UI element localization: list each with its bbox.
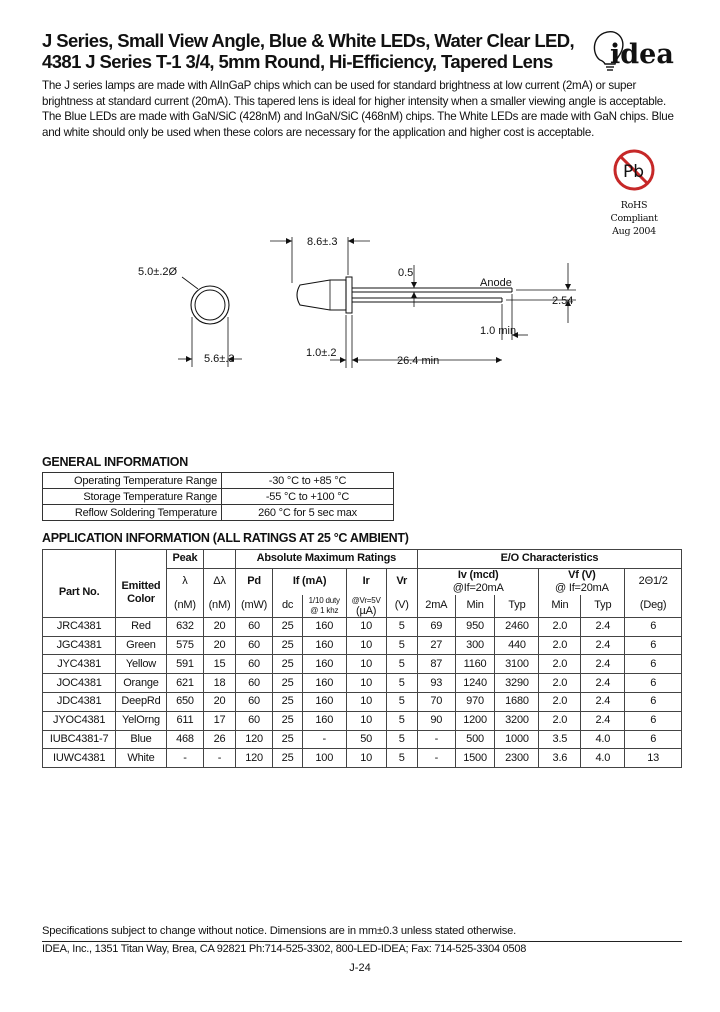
table-cell: 1200 (455, 711, 495, 730)
table-cell: 60 (235, 655, 273, 674)
page-title-line1: J Series, Small View Angle, Blue & White LEDs, Water Clear LED, (42, 30, 575, 51)
diameter-leader (182, 277, 198, 289)
header-iv-label: Iv (mcd) (457, 568, 499, 581)
table-cell: 1240 (455, 674, 495, 693)
table-cell: 3100 (495, 655, 539, 674)
arrow-head (340, 357, 346, 363)
header-ir: Ir (346, 568, 386, 595)
header-lambda: λ (166, 568, 204, 595)
unit-cell: (V) (386, 595, 417, 618)
table-cell: 2.4 (581, 655, 625, 674)
table-row (43, 473, 394, 489)
table-cell: 300 (455, 636, 495, 655)
table-cell: 2.4 (581, 617, 625, 636)
table-cell: -55 °C to +100 °C (222, 489, 394, 505)
arrow-head (186, 356, 192, 362)
footnote: Specifications subject to change without notice. Dimensions are in mm±0.3 unless stated otherwise. (42, 925, 517, 937)
application-info-heading: APPLICATION INFORMATION (ALL RATINGS AT 25 °C AMBIENT) (42, 531, 409, 545)
arrow-head (496, 357, 502, 363)
table-cell: 3200 (495, 711, 539, 730)
table-cell: 10 (346, 636, 386, 655)
intro-paragraph: The J series lamps are made with AlInGaP chips which can be used for standard brightness at low current (2mA) or super brightness at standard current (20mA). This tapered lens is ideal for higher intensity when a smaller viewing angle is acceptable. The Blue LEDs are made with GaN/SiC (428nM) and InGaN/SiC (468nM) chips. The White LEDs are made with GaN chips. Blue and white should only be used when these colors are necessary for the application and higher cost is acceptable. (42, 79, 674, 139)
table-row (43, 692, 682, 711)
table-cell: - (204, 749, 235, 768)
rohs-compliant-text: RoHS Compliant (610, 200, 658, 224)
table-cell: 50 (346, 730, 386, 749)
header-vf (539, 568, 625, 595)
unit-vr-cond: @Vr=5V (351, 595, 381, 605)
unit-ua: (µA) (356, 604, 377, 617)
header-absolute-max: Absolute Maximum Ratings (235, 550, 417, 569)
unit-cell: (nM) (166, 595, 204, 618)
dim-diameter: 5.0±.2Ø (138, 266, 178, 278)
table-cell: 6 (625, 655, 682, 674)
table-cell: 575 (166, 636, 204, 655)
table-cell: 25 (273, 617, 302, 636)
part-number-cell: JRC4381 (56, 620, 102, 633)
arrow-head (411, 292, 417, 298)
header-emitted: Emitted (121, 579, 161, 592)
table-cell: Operating Temperature Range (43, 473, 222, 489)
table-cell: 90 (417, 711, 455, 730)
table-cell (43, 550, 116, 569)
table-cell: 6 (625, 674, 682, 693)
header-iv (417, 568, 538, 595)
table-cell: 27 (417, 636, 455, 655)
unit-cell: (nM) (204, 595, 235, 618)
header-vr: Vr (386, 568, 417, 595)
arrow-head (565, 284, 571, 290)
unit-cell (302, 595, 346, 618)
table-cell: 650 (166, 692, 204, 711)
pb-symbol: Pb (623, 162, 645, 182)
dim-lead-length: 26.4 min (397, 355, 440, 367)
table-cell: 500 (455, 730, 495, 749)
table-cell: 25 (273, 636, 302, 655)
table-cell: 6 (625, 636, 682, 655)
table-cell: Orange (116, 674, 166, 693)
table-cell: YelOrng (116, 711, 166, 730)
led-side-view (297, 280, 346, 310)
table-cell: - (166, 749, 204, 768)
header-peak: Peak (166, 550, 204, 569)
table-cell: 3.6 (539, 749, 581, 768)
table-cell: 60 (235, 711, 273, 730)
table-cell: Blue (116, 730, 166, 749)
table-cell: 160 (302, 636, 346, 655)
unit-cell (346, 595, 386, 618)
table-cell: 2.0 (539, 692, 581, 711)
table-cell: 60 (235, 617, 273, 636)
part-number-cell: JYC4381 (57, 657, 102, 670)
part-number-cell: JYOC4381 (53, 714, 106, 727)
table-cell: 621 (166, 674, 204, 693)
header-pd: Pd (235, 568, 273, 595)
table-cell: 25 (273, 711, 302, 730)
header-emitted-color (116, 568, 166, 617)
table-cell: 260 °C for 5 sec max (222, 505, 394, 521)
table-header-row (43, 568, 682, 595)
table-cell: 160 (302, 692, 346, 711)
table-cell: 4.0 (581, 749, 625, 768)
table-row (43, 505, 394, 521)
unit-duty: 1/10 duty (308, 595, 340, 605)
rohs-date: Aug 2004 (612, 226, 656, 237)
general-info-heading: GENERAL INFORMATION (42, 455, 188, 469)
unit-cell: Typ (495, 595, 539, 618)
table-cell: 2.0 (539, 617, 581, 636)
unit-cell: (Deg) (625, 595, 682, 618)
anode-label: Anode (480, 277, 512, 289)
header-delta-lambda: Δλ (204, 568, 235, 595)
table-cell: 60 (235, 636, 273, 655)
arrow-head (348, 238, 354, 244)
table-cell: 10 (346, 655, 386, 674)
table-cell: 5 (386, 730, 417, 749)
table-cell: 160 (302, 711, 346, 730)
dim-lead-width: 0.5 (398, 267, 414, 279)
table-cell: 60 (235, 692, 273, 711)
table-cell: 2.0 (539, 674, 581, 693)
table-cell: 468 (166, 730, 204, 749)
header-part-no: Part No. (58, 586, 100, 599)
table-cell: Storage Temperature Range (43, 489, 222, 505)
arrow-head (411, 282, 417, 288)
table-cell: 2300 (495, 749, 539, 768)
application-info-table (42, 549, 682, 768)
table-cell: 2.4 (581, 674, 625, 693)
table-cell: 632 (166, 617, 204, 636)
table-cell: DeepRd (116, 692, 166, 711)
table-cell: 2.0 (539, 636, 581, 655)
led-flange (346, 277, 352, 313)
arrow-head (352, 357, 358, 363)
dim-length: 8.6±.3 (307, 236, 338, 248)
table-cell: 5 (386, 655, 417, 674)
dim-flange: 5.6±.3 (204, 353, 235, 365)
idea-logo (592, 30, 682, 80)
table-cell: 1500 (455, 749, 495, 768)
table-cell: Reflow Soldering Temperature (43, 505, 222, 521)
table-cell: 2460 (495, 617, 539, 636)
table-cell: -30 °C to +85 °C (222, 473, 394, 489)
table-cell: 6 (625, 730, 682, 749)
header-theta: 2Θ1/2 (625, 568, 682, 595)
table-cell: 25 (273, 730, 302, 749)
unit-cell: Typ (581, 595, 625, 618)
table-cell: 17 (204, 711, 235, 730)
lightbulb-icon (592, 30, 682, 80)
table-cell: - (417, 749, 455, 768)
table-row (43, 730, 682, 749)
table-cell: 2.0 (539, 655, 581, 674)
table-row (43, 636, 682, 655)
table-cell: 5 (386, 692, 417, 711)
led-front-view (191, 286, 229, 324)
part-number-cell: JOC4381 (56, 676, 102, 689)
application-table-body (43, 617, 682, 767)
unit-cell: 2mA (417, 595, 455, 618)
table-row (43, 655, 682, 674)
table-cell: 1000 (495, 730, 539, 749)
table-cell: 93 (417, 674, 455, 693)
table-cell: 5 (386, 674, 417, 693)
table-cell: 3.5 (539, 730, 581, 749)
unit-cell: dc (273, 595, 302, 618)
table-cell: 2.4 (581, 711, 625, 730)
table-cell: 3290 (495, 674, 539, 693)
header-vf-label: Vf (V) (568, 568, 596, 581)
unit-cell: Min (539, 595, 581, 618)
part-number-cell: IUWC4381 (53, 751, 106, 764)
unit-cell: (mW) (235, 595, 273, 618)
table-cell: 4.0 (581, 730, 625, 749)
table-cell: 950 (455, 617, 495, 636)
led-dimension-drawing (130, 225, 590, 375)
table-cell: 60 (235, 674, 273, 693)
table-cell (116, 550, 166, 569)
table-cell: 26 (204, 730, 235, 749)
general-info-table (42, 472, 394, 521)
header-if: If (mA) (273, 568, 346, 595)
table-cell: 5 (386, 749, 417, 768)
table-cell: 10 (346, 674, 386, 693)
part-number-cell: JDC4381 (56, 695, 102, 708)
table-cell: 25 (273, 674, 302, 693)
table-cell: 13 (625, 749, 682, 768)
table-cell: 160 (302, 674, 346, 693)
unit-khz: @ 1 khz (310, 605, 339, 615)
header-color: Color (127, 592, 155, 605)
page-title-line2: 4381 J Series T-1 3/4, 5mm Round, Hi-Efficiency, Tapered Lens (42, 51, 553, 72)
unit-cell: Min (455, 595, 495, 618)
table-cell: 160 (302, 617, 346, 636)
table-cell: 120 (235, 730, 273, 749)
table-row (43, 674, 682, 693)
table-cell: 10 (346, 711, 386, 730)
table-cell: 120 (235, 749, 273, 768)
table-cell: Red (116, 617, 166, 636)
no-lead-icon (612, 148, 656, 192)
table-cell: 25 (273, 655, 302, 674)
table-cell: 591 (166, 655, 204, 674)
table-cell: 100 (302, 749, 346, 768)
table-cell: Yellow (116, 655, 166, 674)
table-cell: 18 (204, 674, 235, 693)
table-cell: 87 (417, 655, 455, 674)
table-cell: 160 (302, 655, 346, 674)
table-cell: 25 (273, 692, 302, 711)
table-cell: 15 (204, 655, 235, 674)
table-cell: 10 (346, 617, 386, 636)
table-row (43, 711, 682, 730)
table-cell: - (302, 730, 346, 749)
table-cell: 20 (204, 617, 235, 636)
page-number: J-24 (349, 962, 371, 974)
table-cell: 70 (417, 692, 455, 711)
table-cell: 6 (625, 711, 682, 730)
table-cell: 69 (417, 617, 455, 636)
table-cell: 970 (455, 692, 495, 711)
header-iv-cond: @If=20mA (452, 581, 504, 594)
table-cell: 2.4 (581, 692, 625, 711)
table-cell (204, 550, 235, 569)
table-cell: 5 (386, 636, 417, 655)
table-row (43, 489, 394, 505)
table-cell: 1680 (495, 692, 539, 711)
dim-base: 1.0±.2 (306, 347, 337, 359)
table-cell: 10 (346, 749, 386, 768)
table-cell: 25 (273, 749, 302, 768)
table-cell: - (417, 730, 455, 749)
dim-min-one: 1.0 min (480, 325, 517, 337)
table-row (43, 617, 682, 636)
table-cell: 2.0 (539, 711, 581, 730)
table-row (43, 749, 682, 768)
table-cell: 6 (625, 617, 682, 636)
table-cell: 5 (386, 711, 417, 730)
logo-text: idea (610, 39, 674, 70)
part-number-cell: IUBC4381-7 (49, 732, 109, 745)
table-cell: White (116, 749, 166, 768)
part-number-cell: JGC4381 (56, 638, 102, 651)
footer-address: IDEA, Inc., 1351 Titan Way, Brea, CA 92821 Ph:714-525-3302, 800-LED-IDEA; Fax: 714-525-3304 0508 (42, 941, 682, 955)
rohs-badge (598, 148, 670, 238)
dim-lead-spacing: 2.54 (552, 295, 574, 307)
table-cell: Green (116, 636, 166, 655)
table-cell: 611 (166, 711, 204, 730)
header-eo-characteristics: E/O Characteristics (417, 550, 681, 569)
table-cell: 20 (204, 692, 235, 711)
table-cell: 2.4 (581, 636, 625, 655)
led-front-inner (195, 290, 225, 320)
arrow-head (286, 238, 292, 244)
table-cell: 440 (495, 636, 539, 655)
table-cell: 20 (204, 636, 235, 655)
table-header-row (43, 550, 682, 569)
header-vf-cond: @ If=20mA (555, 581, 609, 594)
table-cell: 10 (346, 692, 386, 711)
table-cell: 5 (386, 617, 417, 636)
table-cell: 6 (625, 692, 682, 711)
table-cell: 1160 (455, 655, 495, 674)
